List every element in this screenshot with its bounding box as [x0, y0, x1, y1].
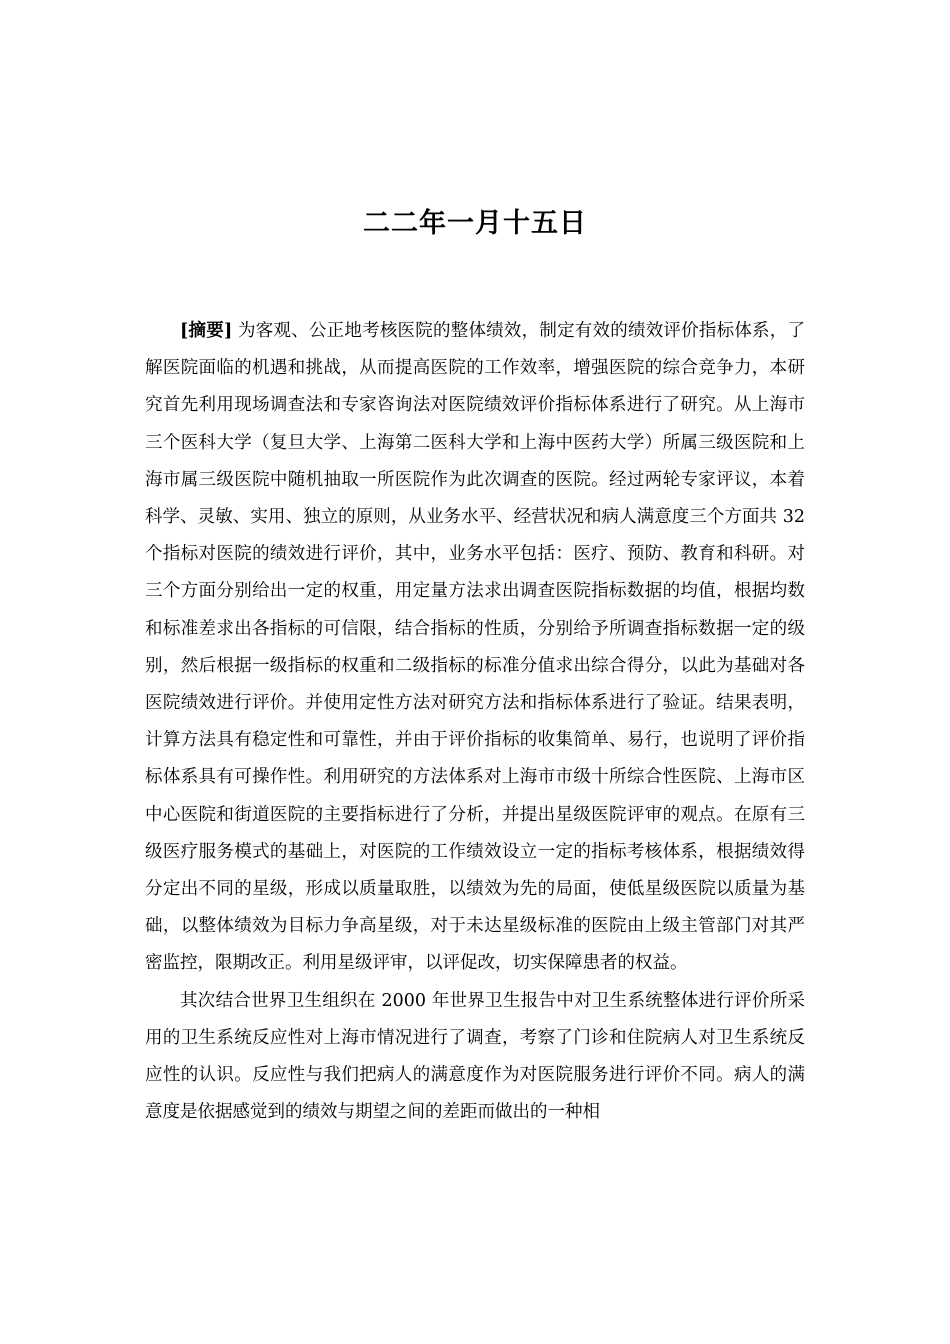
second-paragraph: 其次结合世界卫生组织在 2000 年世界卫生报告中对卫生系统整体进行评价所采用的卫生系统反应性对上海市情况进行了调查，考察了门诊和住院病人对卫生系统反应性的认识。反应性与我们把病人的满意度作为对医院服务进行评价不同。病人的满意度是依据感觉到的绩效与期望之间的差距而做出的一种相 — [145, 990, 805, 1123]
abstract-paragraph — [145, 313, 805, 983]
abstract-label: [摘要] — [180, 321, 233, 341]
body-text — [145, 313, 805, 1131]
abstract-text: 为客观、公正地考核医院的整体绩效，制定有效的绩效评价指标体系，了解医院面临的机遇和挑战，从而提高医院的工作效率，增强医院的综合竞争力，本研究首先利用现场调查法和专家咨询法对医院绩效评价指标体系进行了研究。从上海市三个医科大学（复旦大学、上海第二医科大学和上海中医药大学）所属三级医院和上海市属三级医院中随机抽取一所医院作为此次调查的医院。经过两轮专家评议，本着科学、灵敏、实用、独立的原则，从业务水平、经营状况和病人满意度三个方面共 32 个指标对医院的绩效进行评价，其中，业务水平包括：医疗、预防、教育和科研。对三个方面分别给出一定的权重，用定量方法求出调查医院指标数据的均值，根据均数和标准差求出各指标的可信限，结合指标的性质，分别给予所调查指标数据一定的级别，然后根据一级指标的权重和二级指标的标准分值求出综合得分，以此为基础对各医院绩效进行评价。并使用定性方法对研究方法和指标体系进行了验证。结果表明，计算方法具有稳定性和可靠性，并由于评价指标的收集简单、易行，也说明了评价指标体系具有可操作性。利用研究的方法体系对上海市市级十所综合性医院、上海市区中心医院和街道医院的主要指标进行了分析，并提出星级医院评审的观点。在原有三级医疗服务模式的基础上，对医院的工作绩效设立一定的指标考核体系，根据绩效得分定出不同的星级，形成以质量取胜，以绩效为先的局面，使低星级医院以质量为基础，以整体绩效为目标力争高星级，对于未达星级标准的医院由上级主管部门对其严密监控，限期改正。利用星级评审，以评促改，切实保障患者的权益。 — [145, 321, 806, 974]
date-title: 二二年一月十五日 — [363, 208, 587, 239]
